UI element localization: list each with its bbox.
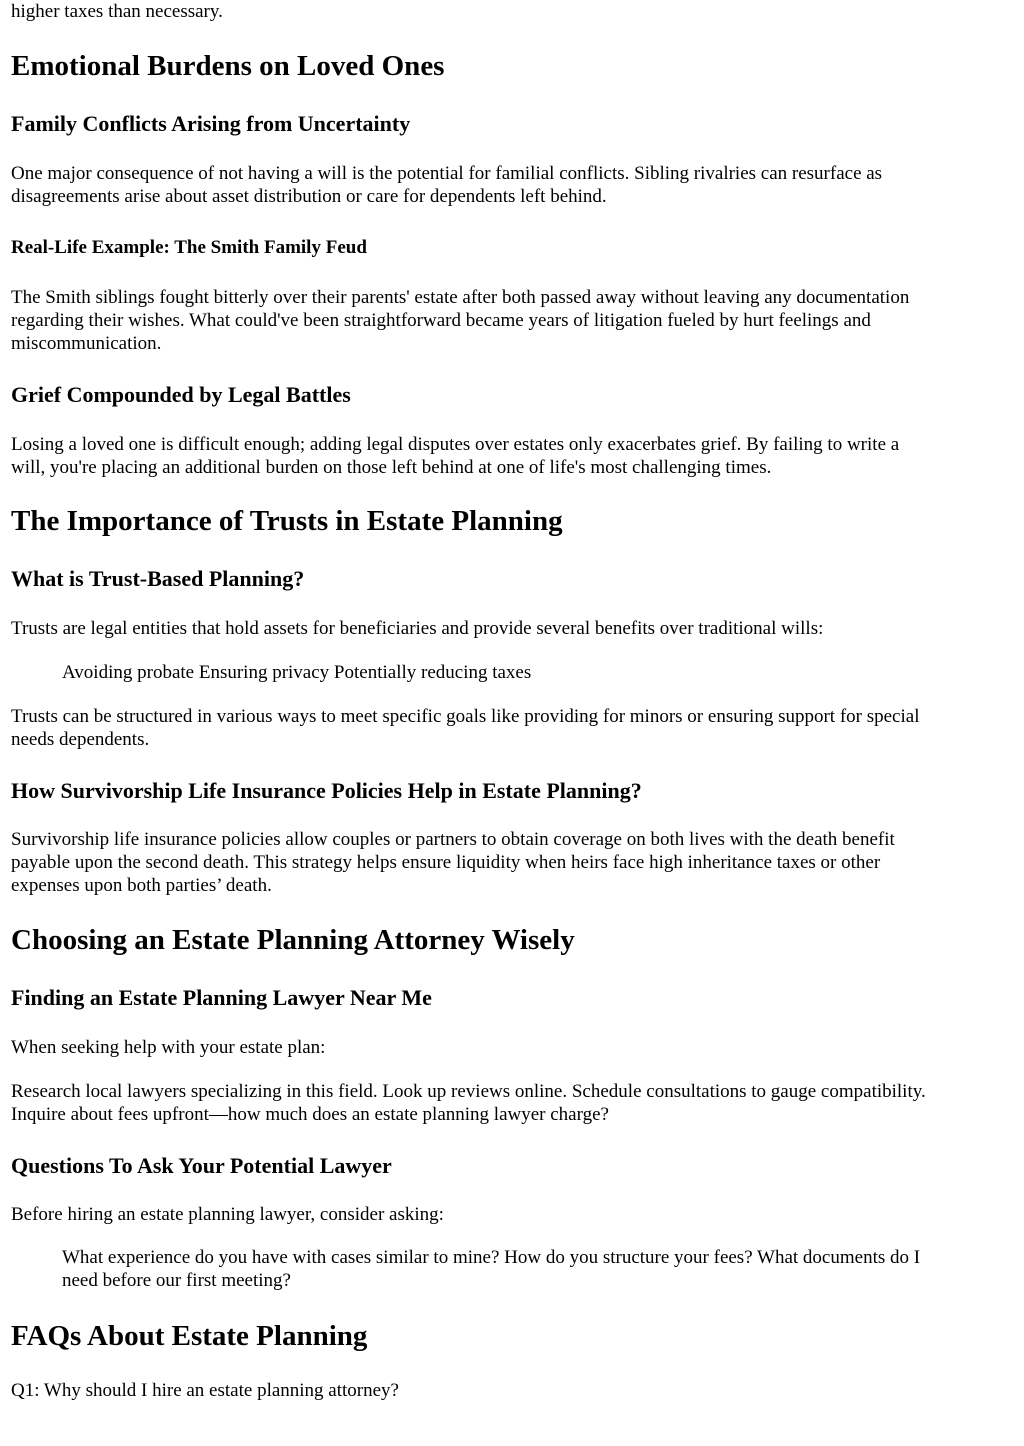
- smith-family-text-line-2: regarding their wishes. What could've been straightforward became years of litigation fueled by hurt feelings and: [11, 310, 871, 331]
- faqs-heading: FAQs About Estate Planning: [11, 1320, 368, 1352]
- survivorship-insurance-heading: How Survivorship Life Insurance Policies Help in Estate Planning?: [11, 778, 642, 803]
- survivorship-text-line-3: expenses upon both parties’ death.: [11, 875, 272, 896]
- finding-lawyer-intro-text: When seeking help with your estate plan:: [11, 1037, 326, 1058]
- grief-text-line-1: Losing a loved one is difficult enough; adding legal disputes over estates only exacerbates grief. By failing to write a: [11, 434, 900, 455]
- intro-tail-text: higher taxes than necessary.: [11, 1, 223, 22]
- trusts-structure-text-line-1: Trusts can be structured in various ways to meet specific goals like providing for minors or ensuring support for special: [11, 706, 920, 727]
- grief-text-line-2: will, you're placing an additional burden on those left behind at one of life's most challenging times.: [11, 457, 772, 478]
- lawyer-questions-quote-line-1: What experience do you have with cases similar to mine? How do you structure your fees? What documents do I: [62, 1247, 921, 1268]
- survivorship-text-line-2: payable upon the second death. This strategy helps ensure liquidity when heirs face high inheritance taxes or other: [11, 852, 881, 873]
- choosing-attorney-heading: Choosing an Estate Planning Attorney Wisely: [11, 924, 575, 956]
- trusts-importance-heading: The Importance of Trusts in Estate Planning: [11, 505, 563, 537]
- smith-family-text-line-1: The Smith siblings fought bitterly over their parents' estate after both passed away without leaving any documentation: [11, 287, 910, 308]
- trusts-structure-text-line-2: needs dependents.: [11, 729, 150, 750]
- family-conflicts-heading: Family Conflicts Arising from Uncertainty: [11, 111, 411, 136]
- questions-intro-text: Before hiring an estate planning lawyer, consider asking:: [11, 1204, 444, 1225]
- lawyer-search-steps-line-1: Research local lawyers specializing in this field. Look up reviews online. Schedule consultations to gauge compatibility.: [11, 1081, 926, 1102]
- finding-lawyer-heading: Finding an Estate Planning Lawyer Near Me: [11, 985, 432, 1010]
- faq-question-1: Q1: Why should I hire an estate planning attorney?: [11, 1380, 399, 1401]
- grief-legal-battles-heading: Grief Compounded by Legal Battles: [11, 382, 351, 407]
- family-conflicts-text-line-1: One major consequence of not having a will is the potential for familial conflicts. Sibling rivalries can resurface as: [11, 163, 883, 184]
- family-conflicts-text-line-2: disagreements arise about asset distribution or care for dependents left behind.: [11, 186, 607, 207]
- survivorship-text-line-1: Survivorship life insurance policies allow couples or partners to obtain coverage on both lives with the death benefit: [11, 829, 895, 850]
- smith-family-example-heading: Real-Life Example: The Smith Family Feud: [11, 237, 367, 258]
- lawyer-questions-quote-line-2: need before our first meeting?: [62, 1270, 291, 1291]
- questions-to-ask-heading: Questions To Ask Your Potential Lawyer: [11, 1153, 392, 1178]
- smith-family-text-line-3: miscommunication.: [11, 333, 162, 354]
- trust-benefits-list: Avoiding probate Ensuring privacy Potentially reducing taxes: [62, 662, 532, 683]
- emotional-burdens-heading: Emotional Burdens on Loved Ones: [11, 50, 445, 82]
- lawyer-search-steps-line-2: Inquire about fees upfront—how much does an estate planning lawyer charge?: [11, 1104, 609, 1125]
- trust-based-planning-heading: What is Trust-Based Planning?: [11, 566, 305, 591]
- trusts-definition-text: Trusts are legal entities that hold assets for beneficiaries and provide several benefits over traditional wills:: [11, 618, 824, 639]
